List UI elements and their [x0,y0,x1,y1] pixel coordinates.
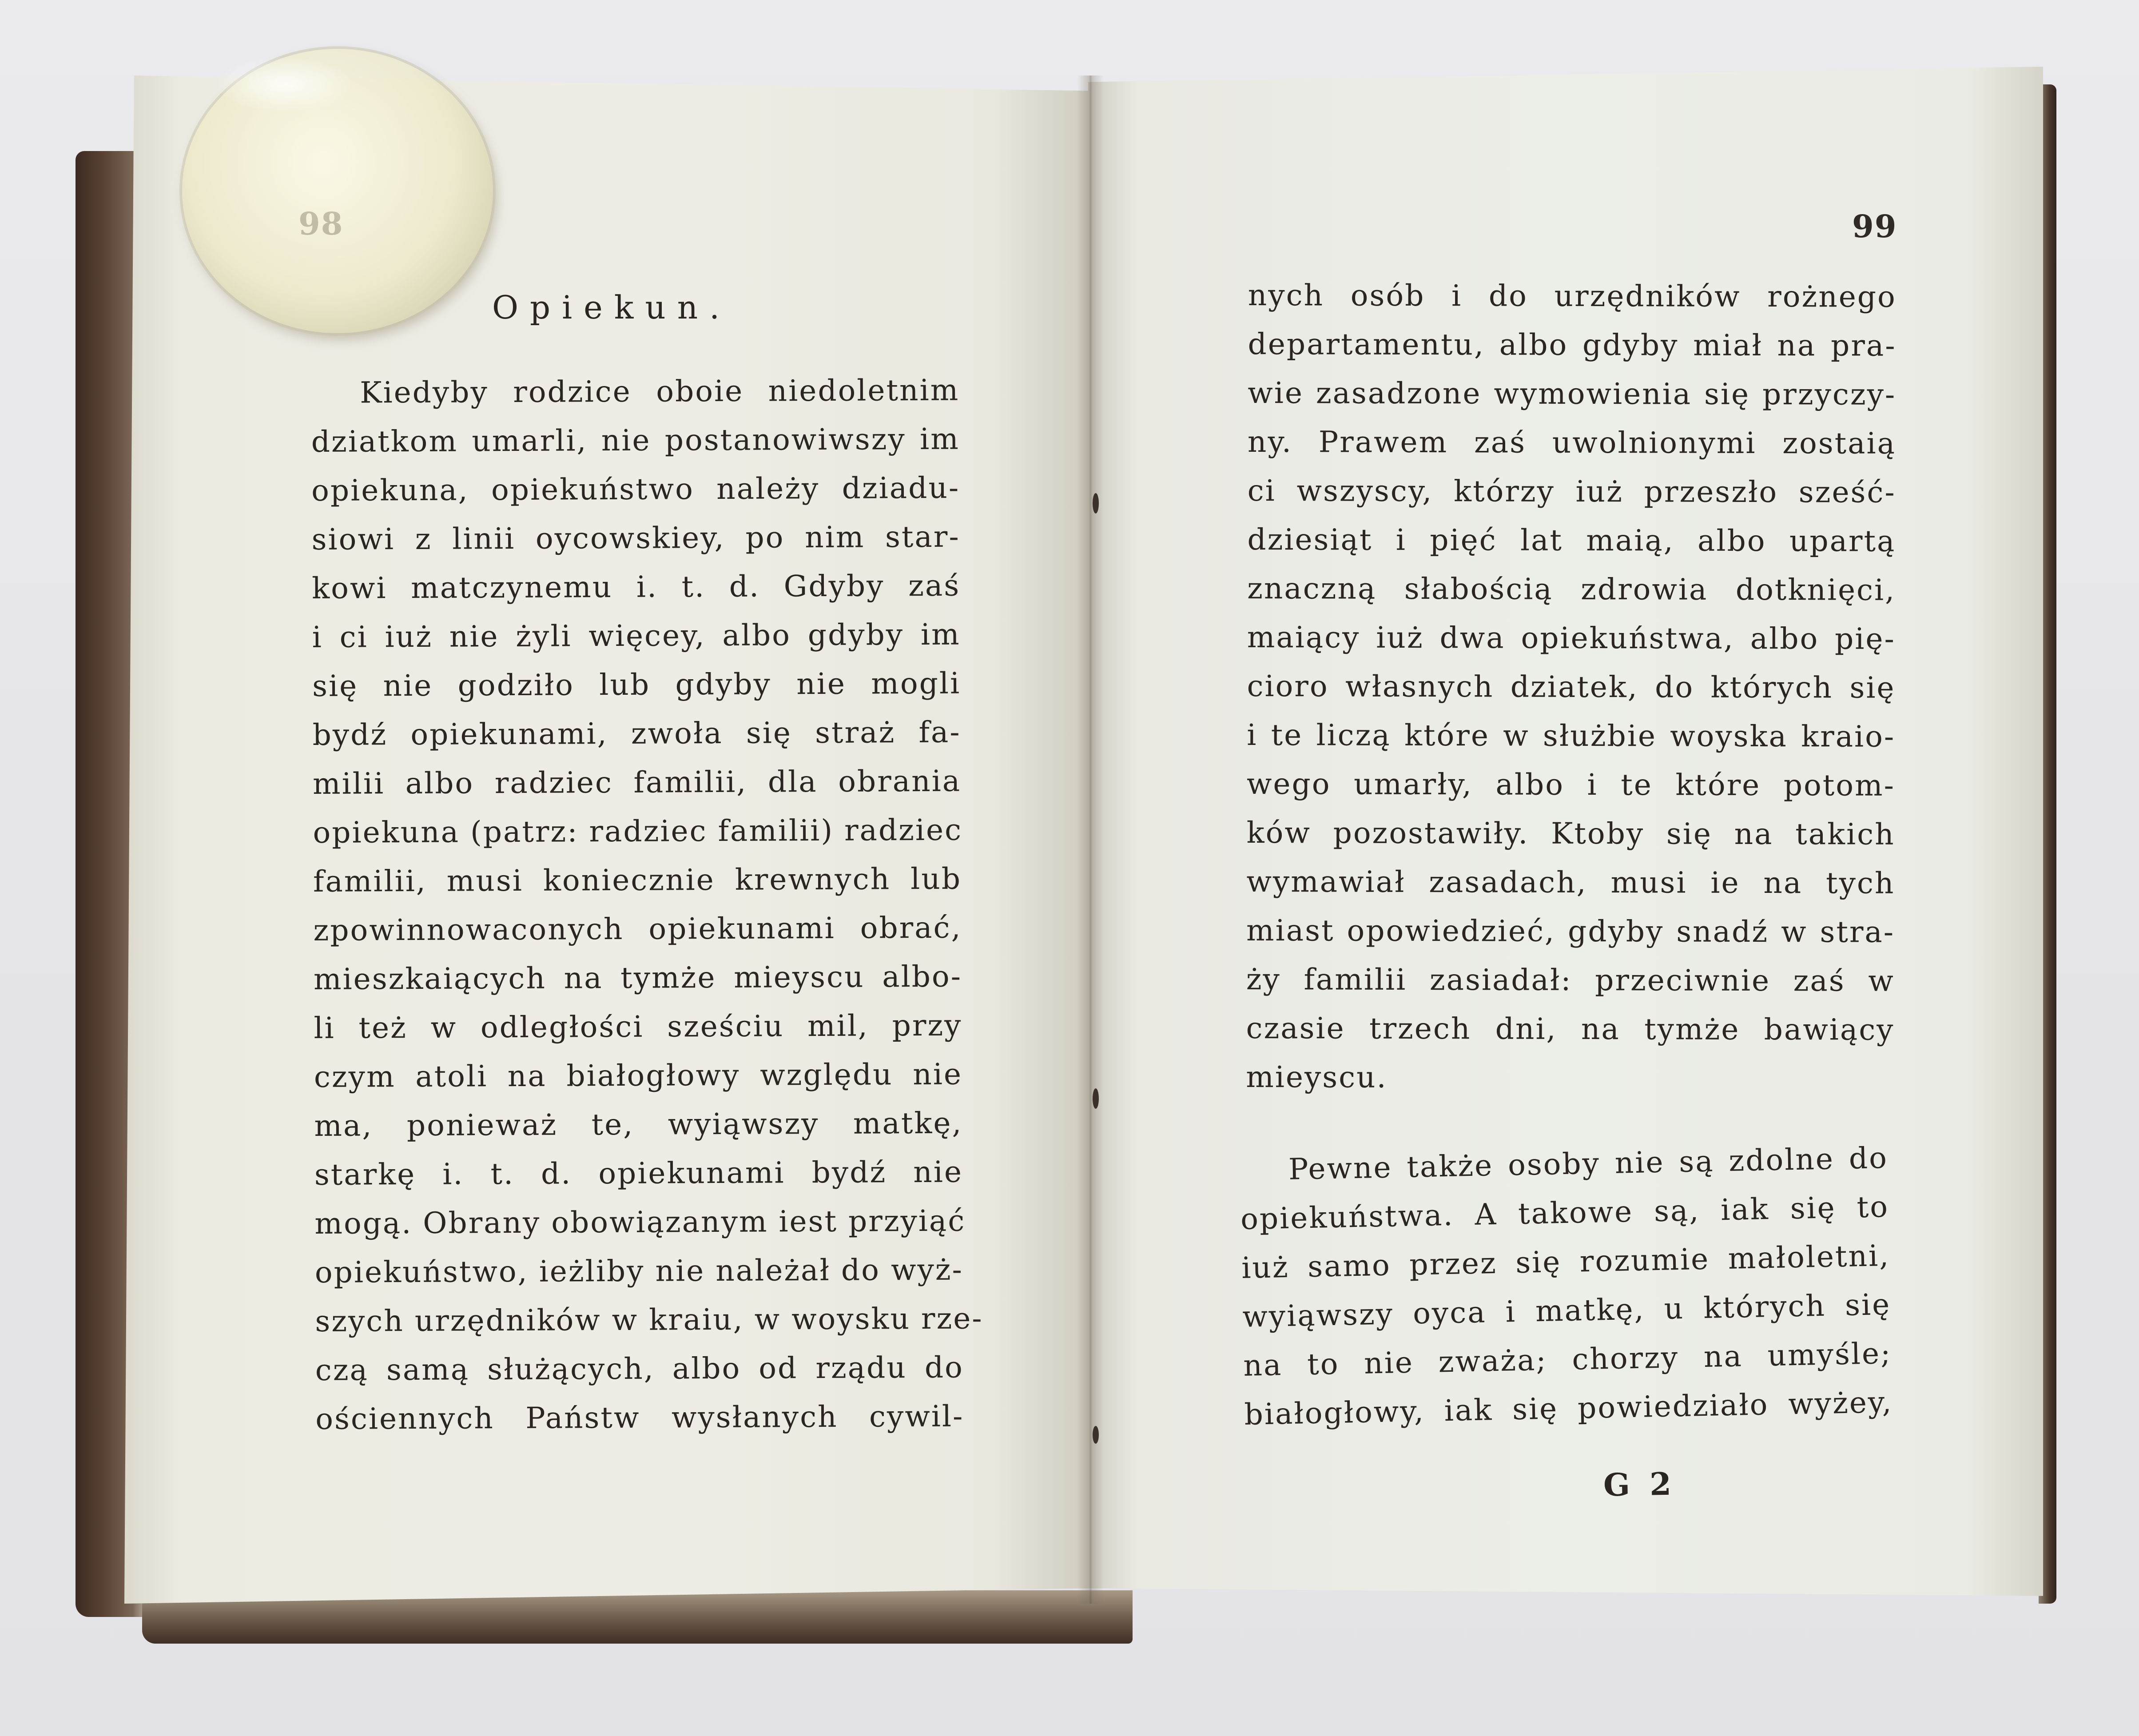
text-line: czym atoli na białogłowy względu nie [314,1057,963,1094]
right-page-paragraph-2 [1239,1134,1893,1439]
text-line: się nie godziło lub gdyby nie mogli [312,666,961,703]
text-line: mieyscu. [1246,1059,1388,1095]
binding-stitch [1093,1088,1099,1109]
section-heading: Opiekun. [492,289,732,326]
text-line: opiekuństwa. A takowe są, iak się to [1240,1189,1889,1236]
text-line: czasie trzech dni, na tymże bawiący [1246,1011,1895,1047]
text-line: ma, ponieważ te, wyiąwszy matkę, [314,1106,963,1143]
text-line: mieszkaiących na tymże mieyscu albo- [313,959,962,996]
text-line: mogą. Obrany obowiązanym iest przyiąć [314,1203,966,1241]
text-line: ościennych Państw wysłanych cywil- [315,1399,964,1436]
text-line: starkę i. t. d. opiekunami bydź nie [314,1155,963,1192]
text-line: Kiedyby rodzice oboie niedoletnim [360,373,960,410]
text-line: departamentu, albo gdyby miał na pra- [1248,326,1896,363]
text-line: Pewne także osoby nie są zdolne do [1288,1140,1889,1187]
text-line: miast opowiedzieć, gdyby snadź w stra- [1246,913,1895,949]
text-line: opiekuństwo, ieżliby nie należał do wyż- [314,1252,964,1290]
text-line: iuż samo przez się rozumie małoletni, [1241,1238,1890,1285]
text-line: ci wszyscy, którzy iuż przeszło sześć- [1247,473,1896,510]
text-line: i te liczą które w służbie woyska kraio- [1247,717,1896,754]
text-line: ny. Prawem zaś uwolnionymi zostaią [1247,424,1896,461]
text-line: wymawiał zasadach, musi ie na tych [1246,864,1895,900]
text-line: bydź opiekunami, zwoła się straż fa- [312,715,961,752]
page-number-right: 99 [1852,208,1897,245]
lens-glare [218,58,351,111]
text-line: wyiąwszy oyca i matkę, u których się [1242,1287,1891,1334]
text-line: opiekuna, opiekuństwo należy dziadu- [311,470,960,508]
text-line: ży familii zasiadał: przeciwnie zaś w [1246,962,1895,998]
text-line: maiący iuż dwa opiekuństwa, albo pię- [1247,620,1896,656]
text-line: dziesiąt i pięć lat maią, albo upartą [1247,522,1896,558]
signature-mark: G 2 [1603,1465,1676,1504]
text-line: białogłowy, iak się powiedziało wyżey, [1244,1385,1893,1432]
text-line: ków pozostawiły. Ktoby się na takich [1246,815,1895,852]
text-line: cioro własnych dziatek, do których się [1247,669,1896,705]
text-line: wie zasadzone wymowienia się przyczy- [1248,375,1896,412]
text-line: na to nie zważa; chorzy na umyśle; [1243,1336,1892,1383]
text-line: i ci iuż nie żyli więcey, albo gdyby im [312,617,961,654]
text-line: zpowinnowaconych opiekunami obrać, [313,910,962,948]
text-line: milii albo radziec familii, dla obrania [312,764,962,801]
text-line: wego umarły, albo i te które potom- [1246,766,1896,803]
text-line: nych osób i do urzędników rożnego [1248,278,1896,314]
text-line: kowi matczynemu i. t. d. Gdyby zaś [311,568,961,605]
text-line: li też w odległości sześciu mil, przy [314,1008,962,1045]
binding-stitch [1093,493,1099,514]
text-line: znaczną słabością zdrowia dotknięci, [1247,571,1896,607]
text-line: familii, musi koniecznie krewnych lub [313,861,962,899]
text-line: dziatkom umarli, nie postanowiwszy im [311,422,960,459]
book-gutter [1077,76,1104,1604]
binding-stitch [1093,1426,1099,1444]
right-page-paragraph-1 [1246,271,1896,1103]
left-page-body [311,366,983,1444]
text-line: szych urzędników w kraiu, w woysku rze- [315,1301,983,1338]
text-line: opiekuna (patrz: radziec familii) radziec [313,812,963,850]
text-line: siowi z linii oycowskiey, po nim star- [311,519,960,557]
text-line: czą samą służących, albo od rządu do [315,1350,964,1387]
